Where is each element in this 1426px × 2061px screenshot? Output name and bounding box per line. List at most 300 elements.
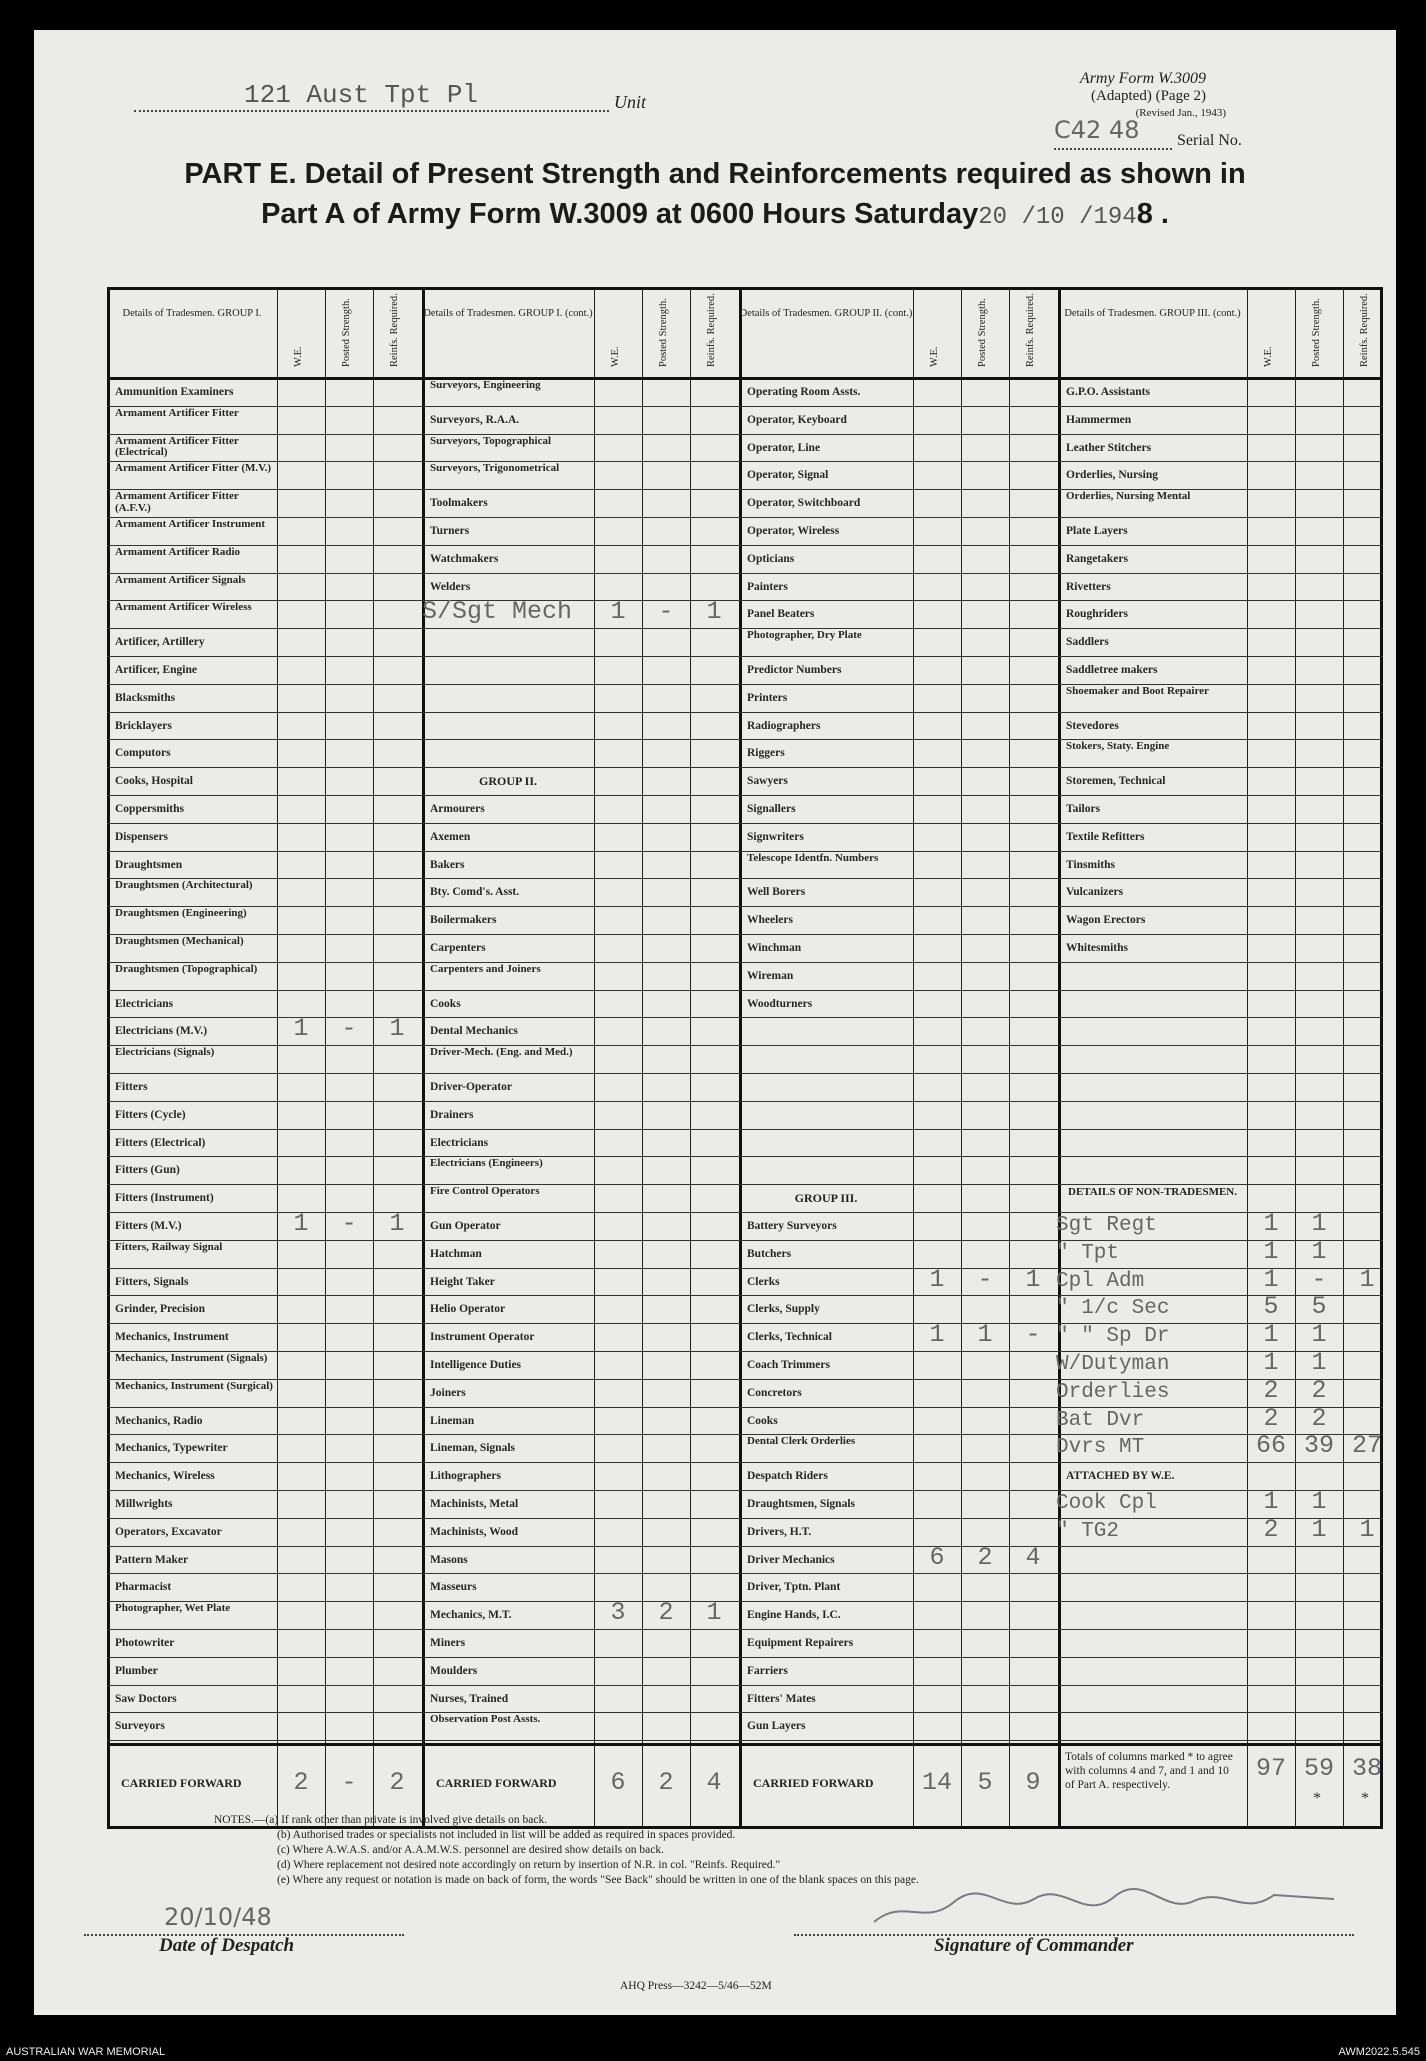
row-label-col4: Sgt Regt (1056, 1214, 1157, 1237)
entry-value: 6 (929, 1542, 945, 1572)
row-label-col2: Surveyors, Trigonometrical (430, 463, 560, 475)
table-row-rule (107, 990, 1383, 991)
row-label-col4: Tinsmiths (1066, 858, 1116, 871)
row-label-col2: Bakers (430, 858, 465, 871)
entry-value: 5 (1311, 1292, 1327, 1322)
row-label-col4: " 1/c Sec (1056, 1297, 1170, 1321)
group-title-col4: DETAILS OF NON-TRADESMEN. (1068, 1186, 1237, 1199)
row-label-col1: Draughtsmen (Engineering) (115, 908, 247, 920)
row-label-col4: Shoemaker and Boot Repairer (1066, 685, 1209, 697)
table-column-rule (961, 287, 962, 1829)
group-title-col2: GROUP II. (478, 774, 537, 789)
row-label-col2: Bty. Comd's. Asst. (430, 886, 520, 899)
form-number: Army Form W.3009 (1079, 70, 1206, 87)
row-label-col1: Electricians (Signals) (115, 1047, 215, 1059)
row-label-col4: Orderlies, Nursing (1066, 469, 1158, 482)
row-label-col4: Rivetters (1066, 580, 1111, 593)
entry-value: 3 (610, 1598, 626, 1628)
column-header-group-3: Details of Tradesmen. GROUP II. (cont.) (739, 308, 913, 319)
row-label-col2: Dental Mechanics (430, 1025, 518, 1038)
entry-value: 1 (1311, 1209, 1327, 1238)
totals-note: Totals of columns marked * to agree with columns 4 and 7, and 1 and 10 of Part A. respectively. (1065, 1751, 1233, 1792)
entry-value: 1 (706, 1598, 722, 1628)
entry-value: 1 (1263, 1209, 1279, 1238)
row-label-col3: Cooks (747, 1414, 778, 1427)
subheader-posted (1309, 275, 1325, 395)
subheader-text: Posted Strength. (658, 298, 669, 367)
row-label-col3: Telescope Identfn. Numbers (747, 852, 879, 864)
row-label-col1: Computors (115, 747, 171, 760)
entry-value: 5 (1263, 1292, 1279, 1322)
column-header-group-4: Details of Tradesmen. GROUP III. (cont.) (1064, 308, 1241, 319)
signature-label: Signature of Commander (934, 1935, 1134, 1956)
row-label-col2: Fire Control Operators (430, 1186, 540, 1198)
commander-signature (864, 1877, 1344, 1942)
table-row-rule (107, 712, 1383, 713)
row-label-col3: Radiographers (747, 719, 821, 732)
row-label-col1: Armament Artificer Fitter (A.F.V.) (115, 491, 239, 514)
table-row-rule (107, 1546, 1383, 1547)
subheader-we (1261, 275, 1277, 395)
row-label-col1: Fitters (Electrical) (115, 1136, 206, 1149)
row-label-col2: Hatchman (430, 1247, 482, 1260)
table-row-rule (107, 1712, 1383, 1713)
subheader-we (291, 275, 307, 395)
entry-value: 1 (1263, 1320, 1279, 1350)
row-label-col1: Armament Artificer Instrument (115, 519, 266, 530)
row-label-col1: Fitters (Instrument) (115, 1192, 214, 1205)
table-row-rule (107, 1629, 1383, 1630)
entry-value: 4 (1025, 1542, 1041, 1572)
row-label-col3: Fitters' Mates (747, 1692, 816, 1705)
row-label-col4: Stevedores (1066, 719, 1119, 732)
table-column-rule (739, 287, 742, 1829)
row-label-col2: Surveyors, R.A.A. (430, 413, 520, 426)
carried-forward-value: 2 (293, 1768, 309, 1798)
entry-value: 1 (389, 1014, 405, 1044)
row-label-col2: Moulders (430, 1664, 478, 1677)
row-label-col2: Masons (430, 1553, 468, 1566)
entry-value: 1 (1311, 1236, 1327, 1266)
row-label-col2: Surveyors, Engineering (430, 380, 541, 391)
carried-forward-value: 14 (921, 1768, 952, 1798)
row-label-col3: Drivers, H.T. (747, 1525, 812, 1538)
row-label-col1: Armament Artificer Signals (115, 574, 246, 586)
row-label-col1: Pattern Maker (115, 1553, 189, 1566)
table-row-rule (107, 1740, 1383, 1741)
row-label-col1: Surveyors (115, 1720, 165, 1733)
row-label-col3: Butchers (747, 1247, 792, 1260)
row-label-col3: Operator, Signal (747, 469, 829, 482)
entry-value: - (977, 1264, 993, 1294)
row-label-col2: Electricians (430, 1136, 489, 1149)
row-label-col3: Driver, Tptn. Plant (747, 1581, 841, 1594)
subheader-reinfs (1023, 275, 1039, 395)
entry-value: 1 (1263, 1487, 1279, 1516)
subheader-text: W.E. (1263, 346, 1274, 367)
row-label-col3: Operator, Keyboard (747, 413, 847, 426)
row-label-col2: Boilermakers (430, 914, 497, 927)
row-label-col2: Cooks (430, 997, 461, 1010)
table-column-rule (1009, 287, 1010, 1829)
row-label-col1: Mechanics, Instrument (Signals) (115, 1353, 268, 1364)
row-label-col3: Draughtsmen, Signals (747, 1498, 855, 1510)
row-label-col4: Hammermen (1066, 413, 1132, 426)
row-label-col4: " " Sp Dr (1056, 1325, 1170, 1349)
unit-label: Unit (614, 92, 647, 112)
entry-value: 2 (1263, 1514, 1279, 1544)
table-row-rule (107, 1743, 1383, 1746)
subheader-text: W.E. (293, 346, 304, 367)
row-label-col1: Fitters, Railway Signal (115, 1241, 223, 1253)
table-column-rule (107, 287, 110, 1829)
row-label-col3: Sawyers (747, 775, 788, 788)
table-row-rule (107, 1073, 1383, 1074)
despatch-label: Date of Despatch (159, 1935, 295, 1956)
table-column-rule (1295, 287, 1296, 1829)
table-row-rule (107, 1685, 1383, 1686)
row-label-col3: Dental Clerk Orderlies (747, 1436, 856, 1448)
table-column-rule (325, 287, 326, 1829)
row-label-col1: Mechanics, Instrument (115, 1331, 229, 1344)
row-label-col3: Gun Layers (747, 1720, 806, 1733)
row-label-col3: Winchman (747, 942, 802, 954)
row-label-col1: Grinder, Precision (115, 1303, 206, 1316)
row-label-col1: Armament Artificer Fitter (M.V.) (115, 463, 272, 475)
entry-value: 1 (706, 597, 722, 627)
table-row-rule (107, 1657, 1383, 1658)
row-label-col2: Machinists, Wood (430, 1525, 518, 1538)
row-label-col2: Machinists, Metal (430, 1498, 519, 1510)
row-label-col3: Operator, Wireless (747, 525, 840, 537)
subheader-posted (339, 275, 355, 395)
row-label-col2: Electricians (Engineers) (430, 1158, 543, 1170)
row-label-col2: Turners (430, 525, 470, 537)
entry-value: 1 (1311, 1514, 1327, 1544)
table-row-rule (107, 1601, 1383, 1602)
totals-value: 59 (1303, 1754, 1334, 1784)
row-label-col3: Battery Surveyors (747, 1220, 837, 1232)
row-label-col1: Armament Artificer Radio (115, 546, 241, 558)
row-label-col4: " Tpt (1056, 1241, 1120, 1265)
row-label-col4: Cpl Adm (1056, 1269, 1145, 1293)
entry-value: 2 (1311, 1403, 1327, 1433)
row-label-col3: Concretors (747, 1386, 802, 1399)
handwritten-signature (864, 1877, 1344, 1937)
subheader-text: Reinfs. Required. (1025, 293, 1036, 367)
row-label-col3: Coach Trimmers (747, 1359, 830, 1371)
row-label-col3: Wireman (747, 969, 794, 982)
strength-table (107, 287, 1383, 1829)
entry-value: 1 (1311, 1348, 1327, 1377)
table-column-rule (1343, 287, 1344, 1829)
row-label-col3: Clerks (747, 1275, 780, 1288)
table-column-rule (422, 287, 425, 1829)
row-label-col3: Signallers (747, 803, 796, 815)
table-row-rule (107, 1351, 1383, 1352)
row-label-col1: Armament Artificer Wireless (115, 602, 252, 614)
entry-value: 1 (1025, 1264, 1041, 1294)
subheader-text: Posted Strength. (1311, 298, 1322, 367)
entry-value: 1 (389, 1209, 405, 1238)
subheader-we (608, 275, 624, 395)
row-label-col3: Panel Beaters (747, 608, 815, 621)
row-label-col2: Nurses, Trained (430, 1692, 509, 1705)
table-column-rule (913, 287, 914, 1829)
entry-value: 2 (1263, 1403, 1279, 1433)
row-label-col3: Riggers (747, 747, 785, 760)
subheader-text: Reinfs. Required. (706, 293, 717, 367)
row-label-col4: Leather Stitchers (1066, 441, 1152, 454)
note-line: (c) Where A.W.A.S. and/or A.A.M.W.S. personnel are desired show details on back. (277, 1844, 664, 1856)
print-code: AHQ Press—3242—5/46—52M (620, 1980, 772, 1992)
entry-value: - (341, 1209, 357, 1238)
entry-value: 2 (977, 1542, 993, 1572)
row-label-col2: Surveyors, Topographical (430, 435, 552, 447)
carried-forward-label: CARRIED FORWARD (753, 1776, 874, 1791)
serial-value: C42 48 (1054, 116, 1140, 144)
entry-value: 2 (1311, 1375, 1327, 1405)
row-label-col4: Tailors (1066, 803, 1101, 815)
subheader-reinfs (387, 275, 403, 395)
entry-value: 1 (929, 1320, 945, 1350)
row-label-col2: Helio Operator (430, 1303, 506, 1316)
table-column-rule (1247, 287, 1248, 1829)
form-adapted: (Adapted) (Page 2) (1091, 88, 1206, 104)
row-label-col2: Driver-Mech. (Eng. and Med.) (430, 1047, 573, 1059)
carried-forward-label: CARRIED FORWARD (121, 1776, 242, 1791)
table-row-rule (107, 1129, 1383, 1130)
row-label-col4: G.P.O. Assistants (1066, 386, 1150, 398)
row-label-col3: Printers (747, 691, 788, 704)
row-label-col1: Bricklayers (115, 719, 172, 732)
row-label-col3: Operator, Line (747, 441, 821, 454)
row-label-col1: Fitters (Cycle) (115, 1108, 186, 1121)
row-label-col2: Carpenters and Joiners (430, 963, 541, 975)
row-label-col4: Storemen, Technical (1066, 775, 1166, 788)
column-header-group-1: Details of Tradesmen. GROUP I. (122, 308, 262, 319)
row-label-col1: Saw Doctors (115, 1692, 177, 1705)
entry-value: 1 (610, 597, 626, 627)
row-label-col2: Instrument Operator (430, 1331, 535, 1344)
row-label-col1: Artificer, Engine (115, 664, 197, 676)
entry-value: 2 (658, 1598, 674, 1628)
carried-forward-value: 4 (706, 1768, 722, 1798)
row-label-col1: Millwrights (115, 1498, 173, 1510)
row-label-col3: Clerks, Supply (747, 1303, 820, 1316)
row-label-col3: Driver Mechanics (747, 1553, 835, 1566)
subheader-we (927, 275, 943, 395)
subheader-text: Posted Strength. (977, 298, 988, 367)
row-label-col1: Electricians (M.V.) (115, 1025, 208, 1038)
row-label-col2: Intelligence Duties (430, 1359, 522, 1371)
row-label-col3: Engine Hands, I.C. (747, 1609, 841, 1622)
row-label-col3: Photographer, Dry Plate (747, 630, 862, 642)
row-label-col1: Blacksmiths (115, 691, 176, 704)
row-label-col2: Watchmakers (430, 552, 499, 565)
carried-forward-label: CARRIED FORWARD (436, 1776, 557, 1791)
row-label-col2: Welders (430, 580, 471, 593)
row-label-col4: Plate Layers (1066, 525, 1128, 537)
row-label-col2: Lineman (430, 1414, 475, 1427)
entry-value: 1 (293, 1209, 309, 1238)
row-label-col4: " TG2 (1056, 1519, 1120, 1543)
row-label-col4: Orderlies (1056, 1380, 1170, 1404)
entry-value: 1 (1311, 1487, 1327, 1516)
subheader-text: W.E. (929, 346, 940, 367)
row-label-col3: Despatch Riders (747, 1470, 828, 1483)
entry-value: 1 (1263, 1348, 1279, 1377)
row-label-col2: Joiners (430, 1386, 466, 1399)
entry-value: - (658, 597, 674, 627)
row-label-col1: Coppersmiths (115, 803, 185, 815)
row-label-col4: Rangetakers (1066, 552, 1128, 565)
subheader-posted (656, 275, 672, 395)
serial-label: Serial No. (1177, 132, 1242, 149)
totals-value: 38 (1351, 1754, 1382, 1784)
row-label-col3: Painters (747, 580, 788, 593)
subheader-text: Posted Strength. (341, 298, 352, 367)
row-label-col1: Fitters (115, 1081, 148, 1093)
row-label-col4: Textile Refitters (1066, 830, 1145, 843)
carried-forward-value: - (341, 1768, 357, 1798)
row-label-col1: Dispensers (115, 830, 169, 843)
entry-value: 66 (1255, 1431, 1286, 1461)
row-label-col4: Orderlies, Nursing Mental (1066, 491, 1191, 503)
row-label-col4: W/Dutyman (1056, 1353, 1170, 1376)
note-line: NOTES.—(a) If rank other than private is involved give details on back. (214, 1814, 548, 1826)
row-label-col1: Operators, Excavator (115, 1525, 222, 1538)
table-row-rule (107, 1573, 1383, 1574)
subheader-text: Reinfs. Required. (389, 293, 400, 367)
row-label-col1: Fitters, Signals (115, 1275, 189, 1288)
row-label-col4: Roughriders (1066, 608, 1128, 621)
row-label-col3: Signwriters (747, 830, 804, 843)
row-label-col1: Photographer, Wet Plate (115, 1603, 231, 1615)
entry-value: 1 (1263, 1236, 1279, 1266)
row-label-col4: Stokers, Staty. Engine (1066, 741, 1170, 753)
group-title-col3: GROUP III. (794, 1191, 858, 1206)
row-label-col1: Fitters (Gun) (115, 1164, 180, 1177)
entry-value: 1 (1359, 1514, 1375, 1544)
title-date: 20 /10 /194 (978, 204, 1137, 231)
caption-right: AWM2022.5.545 (1338, 2046, 1420, 2058)
row-label-col1: Draughtsmen (Mechanical) (115, 936, 244, 947)
row-label-col3: Well Borers (747, 886, 806, 899)
row-label-col1: Fitters (M.V.) (115, 1220, 182, 1232)
row-label-col1: Armament Artificer Fitter (115, 407, 239, 419)
row-label-col2: Lineman, Signals (430, 1442, 515, 1455)
row-label-col2: Masseurs (430, 1581, 477, 1594)
row-label-col2: Carpenters (430, 942, 486, 954)
table-column-rule (1380, 287, 1383, 1829)
note-line: (e) Where any request or notation is made on back of form, the words "See Back" should be written in one of the blank spaces on this page. (277, 1874, 919, 1886)
row-label-col1: Ammunition Examiners (115, 386, 234, 398)
entry-value: 1 (1359, 1264, 1375, 1294)
entry-value: 39 (1303, 1431, 1334, 1461)
subheader-text: W.E. (610, 346, 621, 367)
title-line-2 (34, 198, 1396, 231)
row-label-col1: Draughtsmen (115, 858, 183, 871)
table-row-rule (107, 1101, 1383, 1102)
row-label-col2: Toolmakers (430, 497, 488, 510)
row-label-col1: Artificer, Artillery (115, 636, 205, 649)
row-label-col3: Farriers (747, 1664, 788, 1677)
row-label-col2: Miners (430, 1637, 466, 1649)
typed-entry-trade: S/Sgt Mech (422, 597, 573, 627)
row-label-col3: Operator, Switchboard (747, 497, 861, 510)
entry-value: 1 (1263, 1264, 1279, 1294)
asterisk-mark: * (1313, 1790, 1321, 1808)
row-label-col1: Mechanics, Typewriter (115, 1442, 228, 1455)
row-label-col4: Saddletree makers (1066, 664, 1158, 676)
serial-dotted-line (1054, 148, 1172, 150)
entry-value: - (1025, 1320, 1041, 1350)
entry-value: 2 (1263, 1375, 1279, 1405)
form-revised: (Revised Jan., 1943) (1135, 107, 1226, 119)
row-label-col4: Whitesmiths (1066, 942, 1128, 954)
row-label-col3: Woodturners (747, 997, 813, 1010)
form-page (34, 30, 1396, 2015)
table-row-rule (107, 1184, 1383, 1185)
row-label-col1: Armament Artificer Fitter (Electrical) (115, 435, 239, 459)
entry-value: 1 (293, 1014, 309, 1044)
row-label-col3: Clerks, Technical (747, 1331, 832, 1344)
unit-value: 121 Aust Tpt Pl (244, 80, 479, 110)
caption-left: AUSTRALIAN WAR MEMORIAL (6, 2046, 166, 2058)
entry-value: 1 (977, 1320, 993, 1350)
row-label-col1: Plumber (115, 1664, 158, 1677)
table-column-rule (1058, 287, 1061, 1829)
row-label-col1: Electricians (115, 997, 174, 1010)
row-label-col2: Driver-Operator (430, 1081, 512, 1093)
row-label-col4: Dvrs MT (1056, 1436, 1145, 1460)
row-label-col4: ATTACHED BY W.E. (1066, 1470, 1175, 1483)
note-line: (b) Authorised trades or specialists not included in list will be added as required in spaces provided. (277, 1829, 736, 1841)
row-label-col2: Height Taker (430, 1275, 495, 1288)
row-label-col3: Operating Room Assts. (747, 386, 861, 398)
unit-dotted-line (134, 110, 609, 112)
row-label-col3: Wheelers (747, 914, 793, 927)
row-label-col1: Draughtsmen (Architectural) (115, 880, 253, 892)
table-column-rule (373, 287, 374, 1829)
carried-forward-value: 6 (610, 1768, 626, 1798)
table-row-rule (107, 1045, 1383, 1046)
entry-value: - (1311, 1264, 1327, 1294)
carried-forward-value: 2 (389, 1768, 405, 1798)
subheader-reinfs (704, 275, 720, 395)
entry-value: 1 (929, 1264, 945, 1294)
row-label-col2: Armourers (430, 803, 485, 815)
row-label-col4: Bat Dvr (1056, 1408, 1145, 1432)
entry-value: 1 (1311, 1320, 1327, 1350)
title-line-2-text: Part A of Army Form W.3009 at 0600 Hours Saturday (261, 198, 979, 230)
row-label-col3: Equipment Repairers (747, 1637, 854, 1649)
despatch-date: 20/10/48 (164, 1903, 272, 1931)
row-label-col2: Axemen (430, 830, 471, 843)
table-row-rule (107, 1156, 1383, 1157)
row-label-col1: Mechanics, Radio (115, 1414, 203, 1427)
row-label-col3: Opticians (747, 552, 795, 565)
row-label-col2: Lithographers (430, 1470, 501, 1483)
row-label-col1: Draughtsmen (Topographical) (115, 963, 258, 975)
row-label-col3: Predictor Numbers (747, 664, 842, 676)
row-label-col1: Mechanics, Wireless (115, 1470, 215, 1483)
carried-forward-value: 9 (1025, 1768, 1041, 1798)
title-date-end: 8 . (1136, 198, 1169, 230)
row-label-col2: Mechanics, M.T. (430, 1609, 512, 1622)
carried-forward-value: 5 (977, 1768, 993, 1798)
